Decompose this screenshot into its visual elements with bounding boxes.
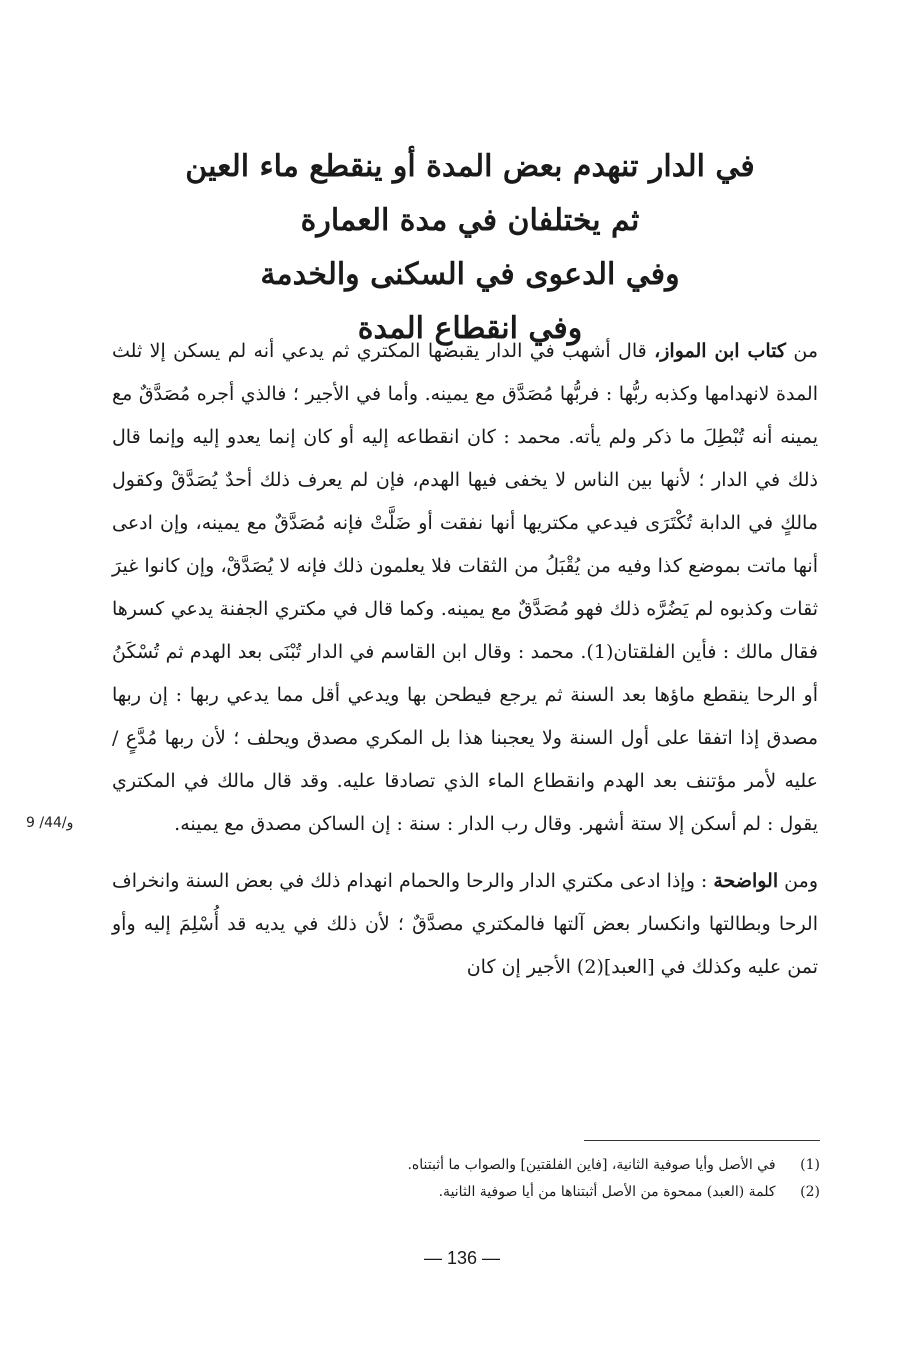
para2-intro: ومن [778, 870, 818, 892]
manuscript-folio-reference: 9 /44/و [26, 815, 74, 831]
chapter-heading [120, 140, 820, 356]
footnote-1-number: (1) [800, 1157, 820, 1173]
main-text [112, 330, 818, 989]
source-name-ibn-al-mawaz: كتاب ابن المواز، [654, 340, 786, 362]
footnote-1-text: في الأصل وأيا صوفية الثانية، [فاين الفلقتين] والصواب ما أثبتناه. [407, 1157, 776, 1173]
footnotes [200, 1152, 820, 1206]
para1-text: قال أشهب في الدار يقبضها المكتري ثم يدعي أنه لم يسكن إلا ثلث المدة لانهدامها وكذبه ربُّها : فربُّها مُصَدَّق مع يمينه. وأما في الأجير ؛ فالذي أجره مُصَدَّقٌ مع يمينه أنه تُبْطِلَ ما ذكر ولم يأته. محمد : كان انقطاعه إليه أو كان إنما يعدو إليه وإنما قال ذلك في الدار ؛ لأنها بين الناس لا يخفى فيها الهدم، فإن لم يعرف ذلك أحدٌ يُصَدَّقْ وكقول مالكٍ في الدابة تُكْتَرَى فيدعي مكتريها أنها نفقت أو ضَلَّتْ فإنه مُصَدَّقٌ مع يمينه، وإن ادعى أنها ماتت بموضع كذا وفيه من يُقْبَلُ من الثقات فلا يعلمون ذلك فإنه لا يُصَدَّقْ، وإن كانوا غيرَ ثقات وكذبوه لم يَضُرَّه ذلك فهو مُصَدَّقٌ مع يمينه. وكما قال في مكتري الجفنة يدعي كسرها فقال مالك : فأين الفلقتان(1). محمد : وقال ابن القاسم في الدار تُبْنَى بعد الهدم ثم تُسْكَنُ أو الرحا ينقطع ماؤها بعد السنة ثم يرجع فيطحن بها ويدعي أقل مما يدعي ربها : إن ربها مصدق إذا اتفقا على أول السنة ولا يعجبنا هذا بل المكري مصدق ويحلف ؛ لأن ربها مُدَّعٍ / عليه لأمر مؤتنف بعد الهدم وانقطاع الماء الذي تصادقا عليه. وقد قال مالك في المكتري يقول : لم أسكن إلا ستة أشهر. وقال رب الدار : سنة : إن الساكن مصدق مع يمينه. [112, 340, 818, 835]
heading-line-1: في الدار تنهدم بعض المدة أو ينقطع ماء العين [185, 149, 755, 184]
heading-line-2: ثم يختلفان في مدة العمارة [300, 203, 640, 238]
heading-line-3: وفي الدعوى في السكنى والخدمة [260, 257, 680, 292]
paragraph-ibn-al-mawaz [112, 330, 818, 846]
footnote-separator [584, 1140, 820, 1141]
footnote-2-text: كلمة (العبد) ممحوة من الأصل أثبتناها من أيا صوفية الثانية. [438, 1184, 776, 1200]
page-number: — 136 — [423, 1248, 501, 1268]
para2-text: : وإذا ادعى مكتري الدار والرحا والحمام انهدام ذلك في بعض السنة وانخراف الرحا وبطالتها وانكسار بعض آلتها فالمكتري مصدَّقٌ ؛ لأن ذلك في يديه قد أُسْلِمَ إليه وأو تمن عليه وكذلك في [العبد](2) الأجير إن كان [112, 870, 818, 978]
para1-intro: من [785, 340, 819, 362]
source-name-al-wadiha: الواضحة [713, 870, 779, 892]
footnote-1 [200, 1152, 820, 1179]
heading-line-4: وفي انقطاع المدة [357, 311, 583, 346]
paragraph-al-wadiha [112, 860, 818, 989]
footnote-2 [200, 1179, 820, 1206]
footnote-2-number: (2) [800, 1184, 820, 1200]
